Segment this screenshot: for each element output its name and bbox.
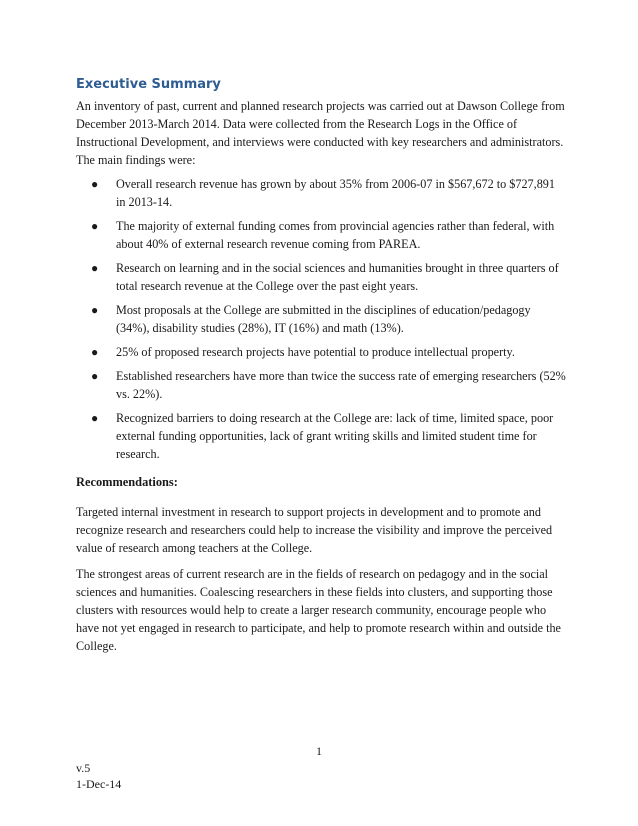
document-body: [76, 76, 566, 663]
findings-list: [76, 175, 566, 463]
finding-text: 25% of proposed research projects have potential to produce intellectual property.: [116, 345, 515, 359]
bullet-icon: ●: [91, 261, 99, 275]
finding-item: [76, 301, 566, 337]
bullet-icon: ●: [91, 303, 99, 317]
finding-item: [76, 217, 566, 253]
finding-item: [76, 175, 566, 211]
bullet-icon: ●: [91, 411, 99, 425]
footer: [76, 760, 121, 792]
finding-item: [76, 367, 566, 403]
recommendation-paragraph: The strongest areas of current research are in the fields of research on pedagogy and in the social sciences and humanities. Coalescing researchers in these fields into clusters, and supporting those clusters with resources would help to create a larger research community, encourage people who have not yet engaged in research to participate, and help to promote research within and outside the College.: [76, 567, 561, 653]
recommendations-heading: Recommendations:: [76, 475, 178, 489]
finding-item: [76, 343, 566, 361]
bullet-icon: ●: [91, 219, 99, 233]
finding-text: Most proposals at the College are submitted in the disciplines of education/pedagogy (34%), disability studies (28%), IT (16%) and math (13%).: [116, 303, 531, 335]
section-heading: Executive Summary: [76, 77, 221, 92]
bullet-icon: ●: [91, 177, 99, 191]
finding-text: Research on learning and in the social sciences and humanities brought in three quarters of total research revenue at the College over the past eight years.: [116, 261, 559, 293]
finding-text: Overall research revenue has grown by about 35% from 2006-07 in $567,672 to $727,891 in 2013-14.: [116, 177, 555, 209]
finding-text: Recognized barriers to doing research at the College are: lack of time, limited space, poor external funding opportunities, lack of grant writing skills and limited student time for research.: [116, 411, 554, 461]
finding-text: The majority of external funding comes from provincial agencies rather than federal, with about 40% of external research revenue coming from PAREA.: [116, 219, 555, 251]
finding-text: Established researchers have more than twice the success rate of emerging researchers (52% vs. 22%).: [116, 369, 566, 401]
version-label: v.5: [76, 761, 91, 775]
bullet-icon: ●: [91, 345, 99, 359]
intro-paragraph: An inventory of past, current and planned research projects was carried out at Dawson College from December 2013-March 2014. Data were collected from the Research Logs in the Office of Instructional Development, and interviews were conducted with key researchers and administrators. The main findings were:: [76, 99, 565, 167]
recommendation-paragraph: Targeted internal investment in research to support projects in development and to promote and recognize research and researchers could help to increase the visibility and improve the perceived value of research among teachers at the College.: [76, 505, 553, 555]
finding-item: [76, 409, 566, 463]
footer-date: 1-Dec-14: [76, 777, 122, 791]
page-number: 1: [316, 744, 322, 758]
bullet-icon: ●: [91, 369, 99, 383]
finding-item: [76, 259, 566, 295]
